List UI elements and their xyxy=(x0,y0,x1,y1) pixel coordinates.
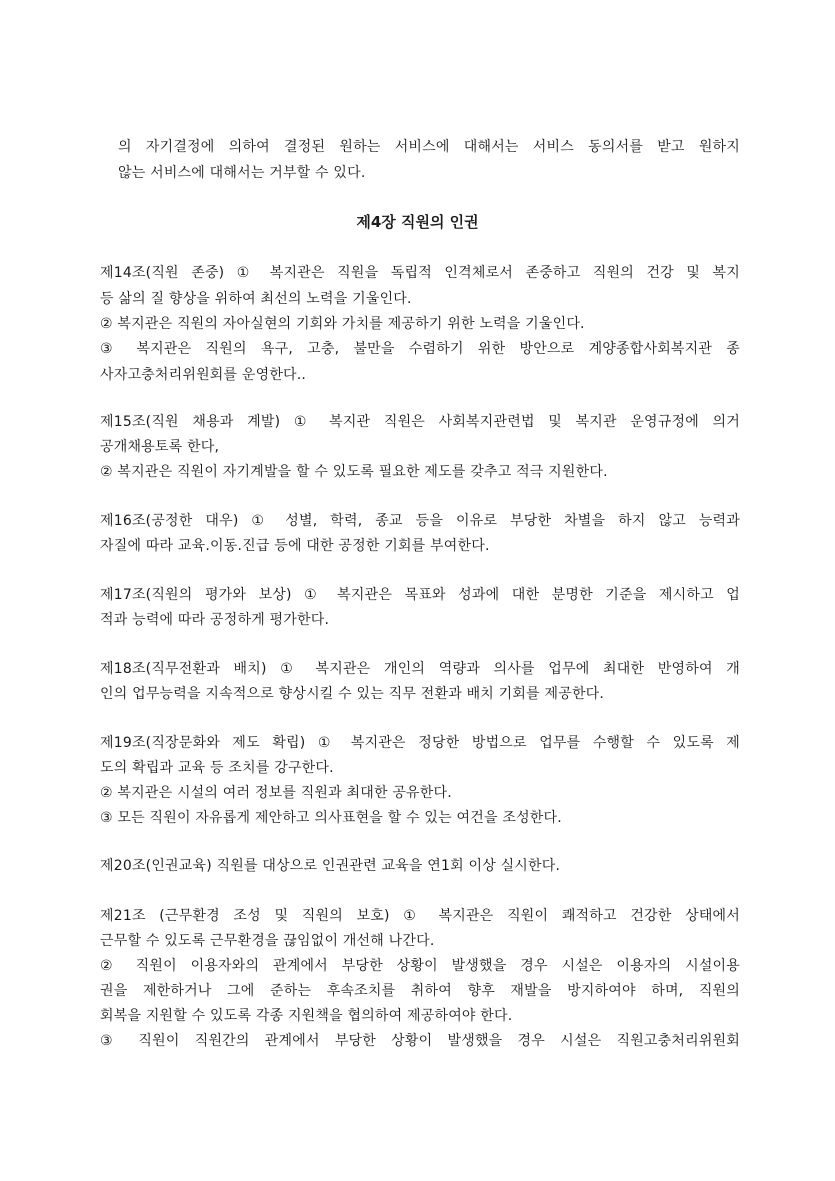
article-20-line-1: 제20조(인권교육) 직원를 대상으로 인권관련 교육을 연1회 이상 실시한다. xyxy=(100,858,561,874)
article-17-line-1: 제17조(직원의 평가와 보상) ① 복지관은 목표와 성과에 대한 분명한 기준을 제시하고 업 xyxy=(100,587,740,603)
article-17-line-2: 적과 능력에 따라 공정하게 평가한다. xyxy=(100,612,330,628)
article-18-line-1: 제18조(직무전환과 배치) ① 복지관은 개인의 역량과 의사를 업무에 최대한 반영하여 개 xyxy=(100,661,740,677)
article-16-line-2: 자질에 따라 교육.이동.진급 등에 대한 공정한 기회를 부여한다. xyxy=(100,538,490,554)
intro-line-2: 않는 서비스에 대해서는 거부할 수 있다. xyxy=(118,165,366,181)
article-15-line-3: ② 복지관은 직원이 자기계발을 할 수 있도록 필요한 제도를 갖추고 적극 지원한다. xyxy=(100,464,608,480)
article-14-line-1: 제14조(직원 존중) ① 복지관은 직원을 독립적 인격체로서 존중하고 직원의 건강 및 복지 xyxy=(100,265,740,281)
article-21-line-2: 근무할 수 있도록 근무환경을 끊임없이 개선해 나간다. xyxy=(100,933,435,949)
article-16-line-1: 제16조(공정한 대우) ① 성별, 학력, 종교 등을 이유로 부당한 차별을 하지 않고 능력과 xyxy=(100,513,740,529)
article-21-line-5: 회복을 지원할 수 있도록 각종 지원책을 협의하여 제공하여야 한다. xyxy=(100,1008,513,1024)
article-14-line-2: 등 삶의 질 향상을 위하여 최선의 노력을 기울인다. xyxy=(100,291,412,307)
article-15-line-2: 공개채용토록 한다, xyxy=(100,439,220,455)
chapter-title: 제4장 직원의 인권 xyxy=(356,213,479,231)
intro-line-1: 의 자기결정에 의하여 결정된 원하는 서비스에 대해서는 서비스 동의서를 받고 원하지 xyxy=(118,139,740,155)
article-19-line-2: 도의 확립과 교육 등 조치를 강구한다. xyxy=(100,760,334,776)
article-21-line-3: ② 직원이 이용자와의 관계에서 부당한 상황이 발생했을 경우 시설은 이용자의 시설이용 xyxy=(100,958,740,974)
article-21-line-1: 제21조 (근무환경 조성 및 직원의 보호) ① 복지관은 직원이 쾌적하고 건강한 상태에서 xyxy=(100,908,740,924)
article-18-line-2: 인의 업무능력을 지속적으로 향상시킬 수 있는 직무 전환과 배치 기회를 제공한다. xyxy=(100,686,605,702)
article-14-line-4: ③ 복지관은 직원의 욕구, 고충, 불만을 수렴하기 위한 방안으로 계양종합사회복지관 종 xyxy=(100,341,740,357)
article-19-line-1: 제19조(직장문화와 제도 확립) ① 복지관은 정당한 방법으로 업무를 수행할 수 있도록 제 xyxy=(100,735,740,751)
article-21-line-6: ③ 직원이 직원간의 관계에서 부당한 상황이 발생했을 경우 시설은 직원고충처리위원회 xyxy=(100,1033,740,1049)
article-15-line-1: 제15조(직원 채용과 계발) ① 복지관 직원은 사회복지관련법 및 복지관 운영규정에 의거 xyxy=(100,414,740,430)
article-14-line-3: ② 복지관은 직원의 자아실현의 기회와 가치를 제공하기 위한 노력을 기울인다. xyxy=(100,316,585,332)
article-19-line-3: ② 복지관은 시설의 여러 정보를 직원과 최대한 공유한다. xyxy=(100,785,452,801)
article-14-line-5: 사자고충처리위원회를 운영한다.. xyxy=(100,367,307,383)
article-19-line-4: ③ 모든 직원이 자유롭게 제안하고 의사표현을 할 수 있는 여건을 조성한다. xyxy=(100,810,562,826)
article-21-line-4: 권을 제한하거나 그에 준하는 후속조치를 취하여 향후 재발을 방지하여야 하며, 직원의 xyxy=(100,983,740,999)
